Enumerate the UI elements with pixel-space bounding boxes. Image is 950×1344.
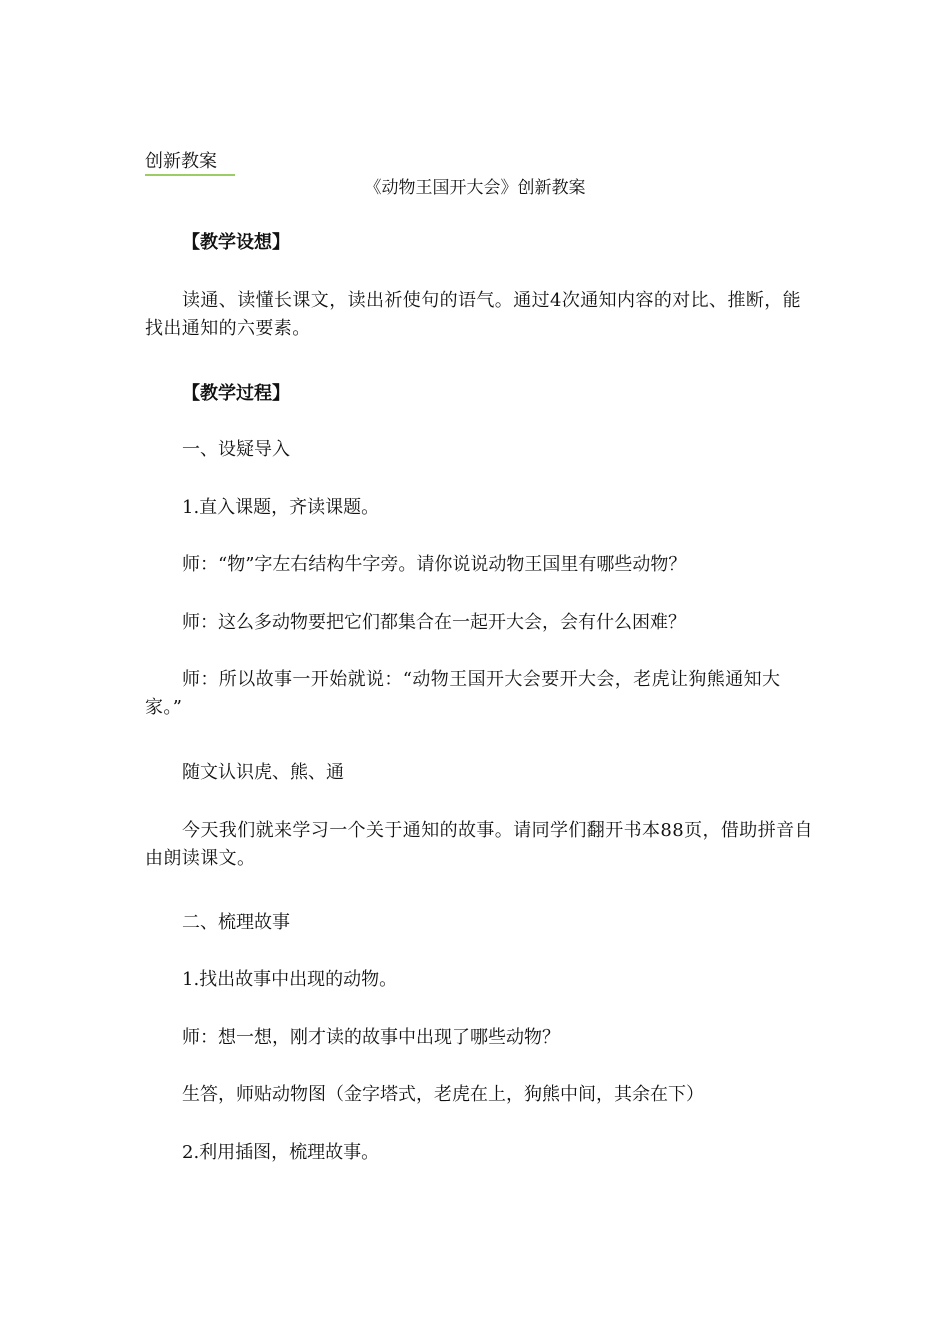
step-2-1: 1.找出故事中出现的动物。 <box>182 969 398 990</box>
part-heading-1: 一、设疑导入 <box>182 439 290 460</box>
teacher-line-1: 师：“物”字左右结构牛字旁。请你说说动物王国里有哪些动物？ <box>182 554 687 575</box>
teacher-line-4: 师：想一想，刚才读的故事中出现了哪些动物？ <box>182 1027 560 1048</box>
section-heading-process: 【教学过程】 <box>182 383 290 404</box>
intro-paragraph: 今天我们就来学习一个关于通知的故事。请同学们翻开书本88页，借助拼音自由朗读课文。 <box>145 820 813 869</box>
student-answer: 生答，师贴动物图（金字塔式，老虎在上，狗熊中间，其余在下） <box>182 1084 704 1105</box>
step-2-2: 2.利用插图，梳理故事。 <box>182 1142 380 1163</box>
section-heading-design: 【教学设想】 <box>182 232 290 253</box>
header-tag: 创新教案 <box>145 150 235 176</box>
document-title: 《动物王国开大会》创新教案 <box>364 178 586 198</box>
part-heading-2: 二、梳理故事 <box>182 912 290 933</box>
design-paragraph: 读通、读懂长课文，读出祈使句的语气。通过4次通知内容的对比、推断，能找出通知的六要素。 <box>145 290 802 339</box>
teacher-line-3: 师：所以故事一开始就说：“动物王国开大会要开大会，老虎让狗熊通知大家。” <box>145 669 781 718</box>
recognize-chars: 随文认识虎、熊、通 <box>182 762 344 783</box>
teacher-line-2: 师：这么多动物要把它们都集合在一起开大会，会有什么困难？ <box>182 612 686 633</box>
step-1-1: 1.直入课题，齐读课题。 <box>182 497 380 518</box>
